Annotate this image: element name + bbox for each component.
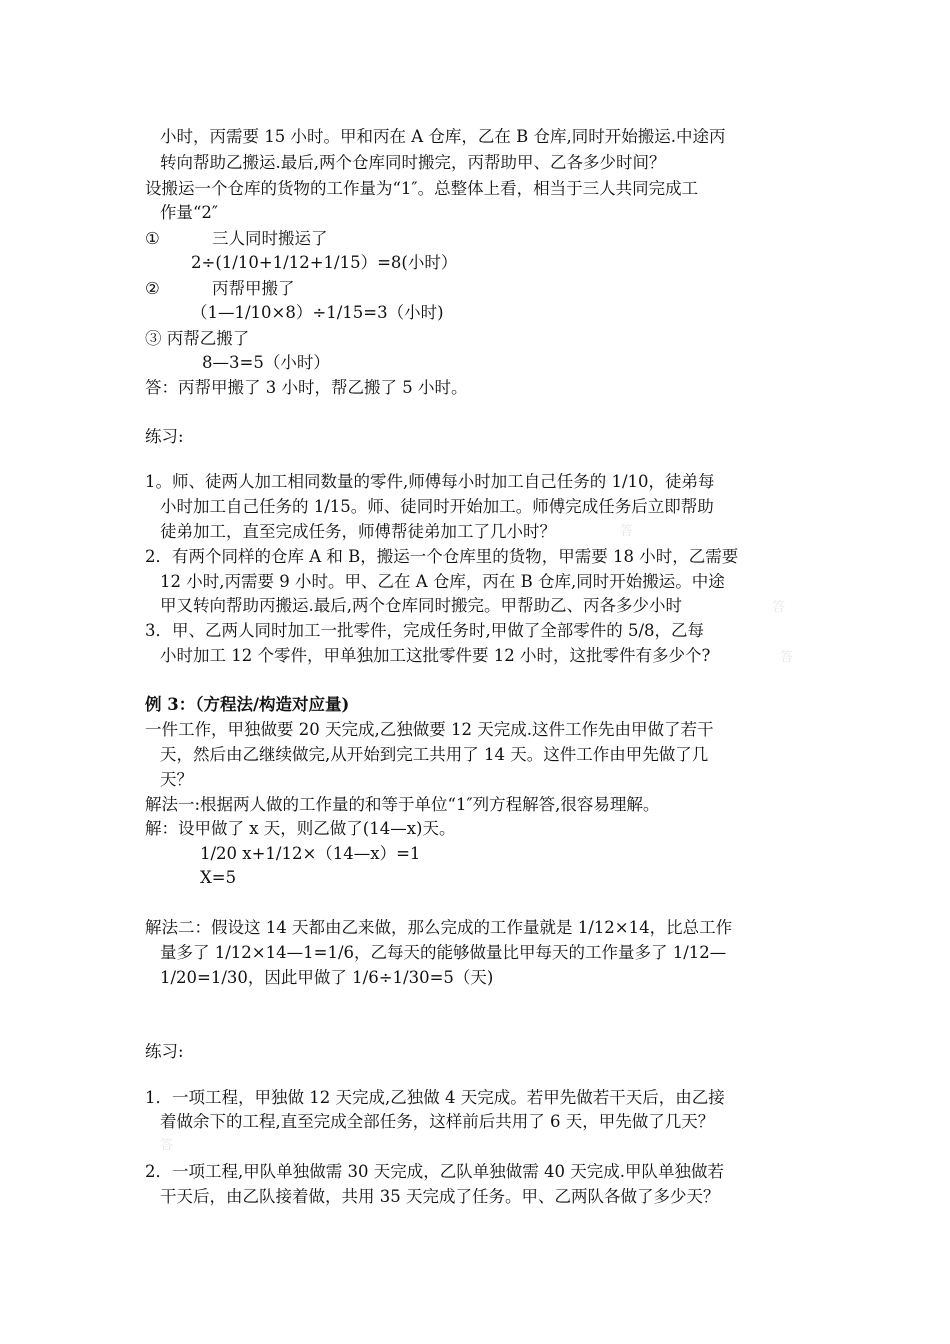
text-line: 小时，丙需要 15 小时。甲和丙在 A 仓库，乙在 B 仓库,同时开始搬运.中途丙	[160, 127, 726, 146]
formula-line: 1/20 x+1/12×（14—x）=1	[200, 844, 421, 863]
exercise-line: 着做余下的工程,直至完成全部任务，这样前后共用了 6 天，甲先做了几天？	[160, 1112, 715, 1131]
faint-mark: 答	[772, 600, 786, 615]
faint-mark: 答	[620, 524, 634, 539]
exercise-line: 小时加工 12 个零件，甲单独加工这批零件要 12 小时，这批零件有多少个?	[160, 646, 711, 665]
formula-line: 2÷(1/10+1/12+1/15）=8(小时）	[191, 253, 458, 272]
text-line: 天，然后由乙继续做完,从开始到完工共用了 14 天。这件工作由甲先做了几	[160, 745, 709, 764]
faint-mark: 答	[780, 650, 794, 665]
section-heading: 练习:	[145, 427, 184, 446]
text-line: 解法二：假设这 14 天都由乙来做，那么完成的工作量就是 1/12×14，比总工作	[145, 918, 733, 937]
text-line: 解：设甲做了 x 天，则乙做了(14—x)天。	[145, 819, 456, 838]
text-line: 量多了 1/12×14—1=1/6，乙每天的能够做量比甲每天的工作量多了 1/12—	[160, 943, 727, 962]
text-line: 转向帮助乙搬运.最后,两个仓库同时搬完，丙帮助甲、乙各多少时间？	[160, 153, 666, 172]
faint-mark: 答	[160, 1138, 174, 1153]
text-line: 设搬运一个仓库的货物的工作量为“1″。总整体上看，相当于三人共同完成工	[145, 179, 699, 198]
step-number: ①	[145, 229, 160, 248]
answer-line: 答：丙帮甲搬了 3 小时，帮乙搬了 5 小时。	[145, 378, 468, 397]
text-line: 作量“2″	[160, 203, 219, 222]
example-heading: 例 3：（方程法/构造对应量)	[145, 695, 350, 714]
text-line: 三人同时搬运了	[212, 229, 328, 248]
exercise-line: 12 小时,丙需要 9 小时。甲、乙在 A 仓库，丙在 B 仓库,同时开始搬运。中途	[160, 572, 725, 591]
exercise-line: 干天后，由乙队接着做，共用 35 天完成了任务。甲、乙两队各做了多少天？	[160, 1187, 720, 1206]
text-line: 1/20=1/30，因此甲做了 1/6÷1/30=5（天)	[160, 968, 494, 987]
text-line: 一件工作，甲独做要 20 天完成,乙独做要 12 天完成.这件工作先由甲做了若干	[145, 720, 714, 739]
section-heading: 练习:	[145, 1042, 184, 1061]
text-line: 天？	[160, 770, 193, 789]
exercise-line: 2．有两个同样的仓库 A 和 B，搬运一个仓库里的货物，甲需要 18 小时，乙需要	[145, 547, 739, 566]
formula-line: X=5	[200, 868, 237, 887]
exercise-line: 徒弟加工，直至完成任务，师傅帮徒弟加工了几小时？	[160, 522, 556, 541]
exercise-line: 小时加工自己任务的 1/15。师、徒同时开始加工。师傅完成任务后立即帮助	[160, 497, 714, 516]
step-number: ②	[145, 279, 160, 298]
exercise-line: 1．一项工程，甲独做 12 天完成,乙独做 4 天完成。若甲先做若干天后，由乙接	[145, 1088, 725, 1107]
formula-line: 8—3=5（小时）	[202, 353, 330, 372]
text-line: ③ 丙帮乙搬了	[145, 329, 250, 348]
exercise-line: 甲又转向帮助丙搬运.最后,两个仓库同时搬完。甲帮助乙、丙各多少小时	[160, 596, 682, 615]
text-line: 丙帮甲搬了	[212, 279, 295, 298]
formula-line: （1—1/10×8）÷1/15=3（小时)	[191, 303, 444, 322]
text-line: 解法一:根据两人做的工作量的和等于单位“1″列方程解答,很容易理解。	[145, 795, 660, 814]
exercise-line: 1。师、徒两人加工相同数量的零件,师傅每小时加工自己任务的 1/10，徒弟每	[145, 472, 715, 491]
exercise-line: 3．甲、乙两人同时加工一批零件，完成任务时,甲做了全部零件的 5/8，乙每	[145, 621, 705, 640]
exercise-line: 2．一项工程,甲队单独做需 30 天完成，乙队单独做需 40 天完成.甲队单独做若	[145, 1162, 724, 1181]
